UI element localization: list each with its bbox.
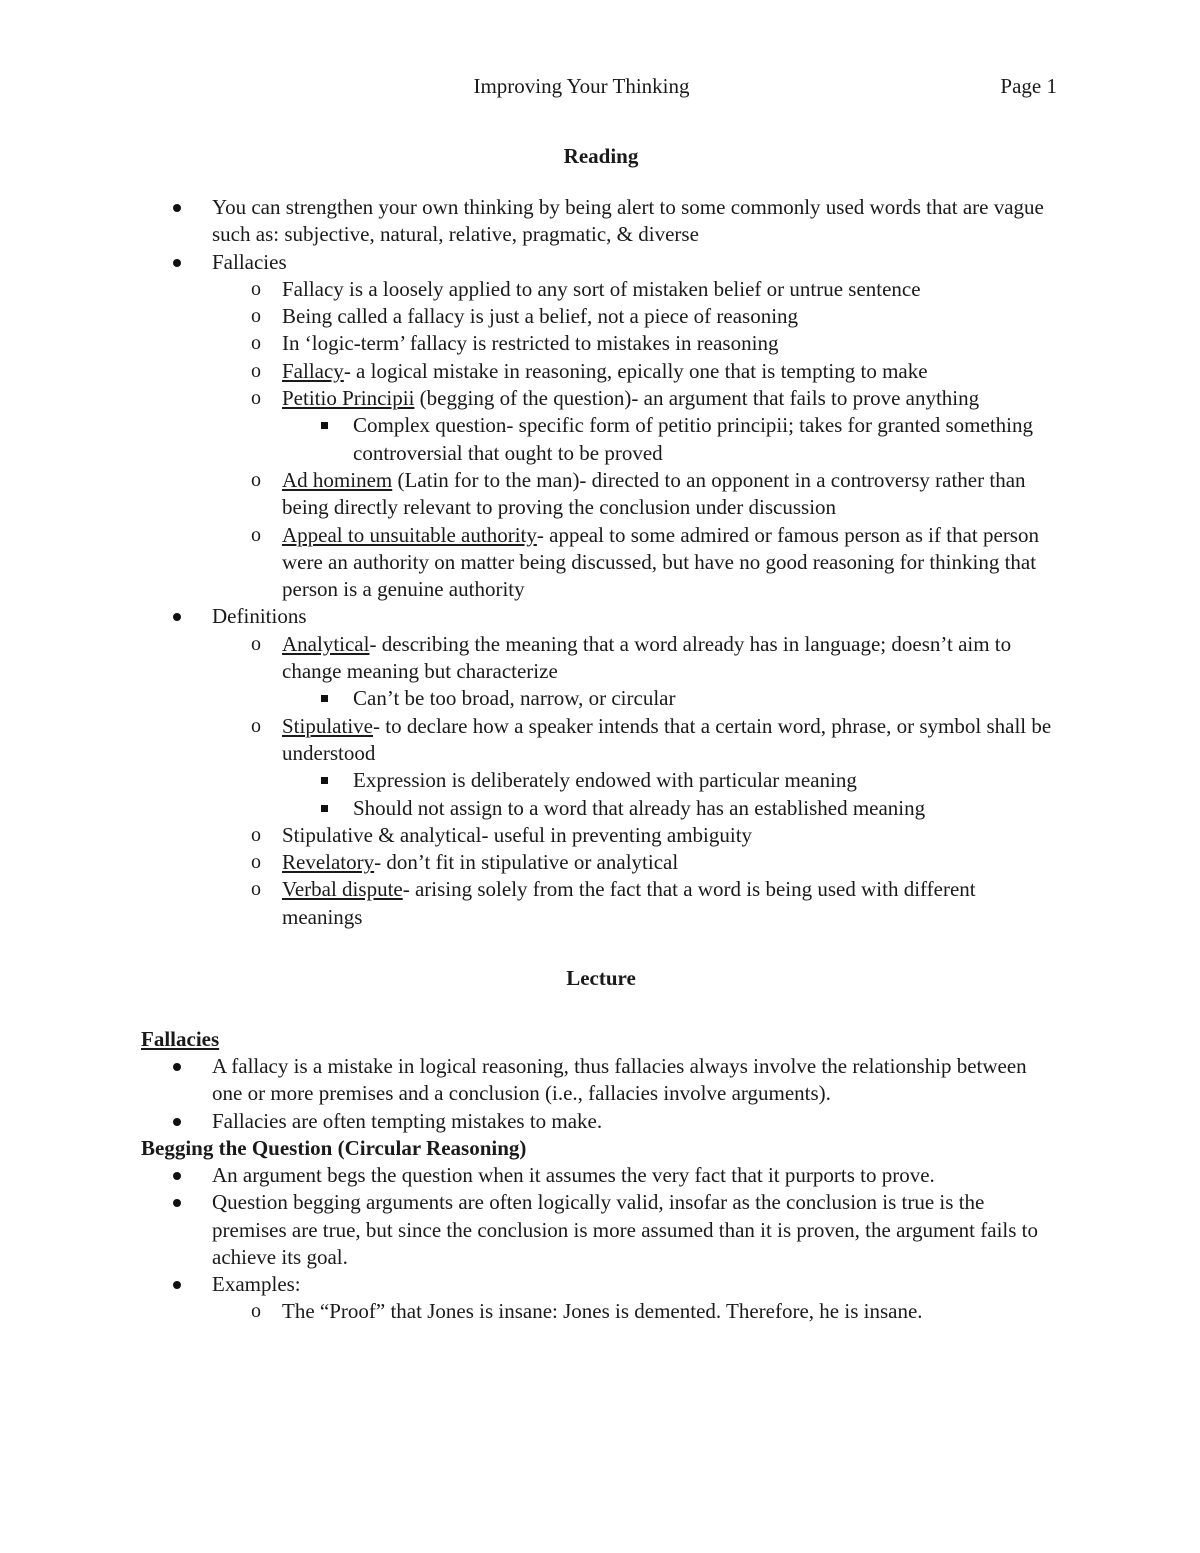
circle-bullet-icon: o [251,277,261,300]
list-item: Expression is deliberately endowed with particular meaning [353,768,857,793]
circle-bullet-icon: o [251,523,261,546]
list-item: Definitions [212,604,307,629]
list-item: o Petitio Principii (begging of the question)- an argument that fails to prove anything [141,385,1061,412]
list-item: o Analytical- describing the meaning that a word already has in language; doesn’t aim to change meaning but characterize [251,631,1012,684]
circle-bullet-icon: o [251,359,261,382]
reading-list [141,194,1061,931]
document-body [141,143,1061,1326]
circle-bullet-icon: o [251,387,261,410]
list-item: Complex question- specific form of petitio principii; takes for granted something controversial that ought to be proved [353,413,1034,465]
list-item: o Stipulative & analytical- useful in preventing ambiguity [141,822,1061,849]
list-item: A fallacy is a mistake in logical reasoning, thus fallacies always involve the relationship between one or more premises and a conclusion (i.e., fallacies involve arguments). [212,1054,1027,1106]
list-item: o Being called a fallacy is just a belief, not a piece of reasoning [141,303,1061,330]
term: Appeal to unsuitable authority [282,522,537,547]
list-item: o In ‘logic-term’ fallacy is restricted to mistakes in reasoning [141,330,1061,357]
header-page-number: Page 1 [1000,74,1057,98]
circle-bullet-icon: o [251,851,261,874]
list-item: o Fallacy- a logical mistake in reasoning, epically one that is tempting to make [141,358,1061,385]
circle-bullet-icon: o [251,714,261,737]
term: Stipulative [282,713,373,738]
list-item: o The “Proof” that Jones is insane: Jones is demented. Therefore, he is insane. [141,1298,1061,1325]
list-item: Fallacies [212,249,287,274]
term: Analytical [282,631,370,656]
section-title-reading: Reading [563,144,639,168]
list-item: You can strengthen your own thinking by being alert to some commonly used words that are vague such as: subjective, natural, relative, pragmatic, & diverse [212,195,1044,247]
lecture-begging-list [141,1162,1061,1326]
header-title: Improving Your Thinking [473,74,690,98]
circle-bullet-icon: o [251,632,261,655]
term: Revelatory [282,850,375,875]
term: Ad hominem [282,467,393,492]
term: Fallacy [282,358,344,383]
circle-bullet-icon: o [251,823,261,846]
circle-bullet-icon: o [251,1300,261,1323]
circle-bullet-icon: o [251,878,261,901]
list-item: Should not assign to a word that already has an established meaning [353,795,926,820]
circle-bullet-icon: o [251,305,261,328]
list-item: o Appeal to unsuitable authority- appeal to some admired or famous person as if that person were an authority on matter being discussed, but have no good reasoning for thinking that person is a genuine authority [251,522,1039,602]
list-item: o Fallacy is a loosely applied to any sort of mistaken belief or untrue sentence [141,276,1061,303]
term: Petitio Principii [282,386,415,411]
list-item: Examples: [212,1272,301,1297]
list-item: o Ad hominem (Latin for to the man)- directed to an opponent in a controversy rather than being directly relevant to proving the conclusion under discussion [251,467,1026,520]
list-item: Can’t be too broad, narrow, or circular [353,686,676,711]
list-item: o Verbal dispute- arising solely from the fact that a word is being used with different meanings [251,877,976,929]
list-item: Question begging arguments are often logically valid, insofar as the conclusion is true is the premises are true, but since the conclusion is more assumed than it is proven, the argument fails to achieve its goal. [212,1190,1038,1269]
list-item: Fallacies are often tempting mistakes to make. [212,1108,603,1133]
section-title-lecture: Lecture [566,966,636,991]
subheading-begging-the-question: Begging the Question (Circular Reasoning) [141,1135,527,1160]
list-item: An argument begs the question when it assumes the very fact that it purports to prove. [212,1162,935,1187]
circle-bullet-icon: o [251,468,261,491]
subheading-fallacies: Fallacies [141,1027,220,1052]
list-item: o Revelatory- don’t fit in stipulative or analytical [141,849,1061,876]
term: Verbal dispute [282,877,403,902]
circle-bullet-icon: o [251,332,261,355]
lecture-fallacies-list [141,1053,1061,1135]
list-item: o Stipulative- to declare how a speaker intends that a certain word, phrase, or symbol shall be understood [251,713,1052,765]
